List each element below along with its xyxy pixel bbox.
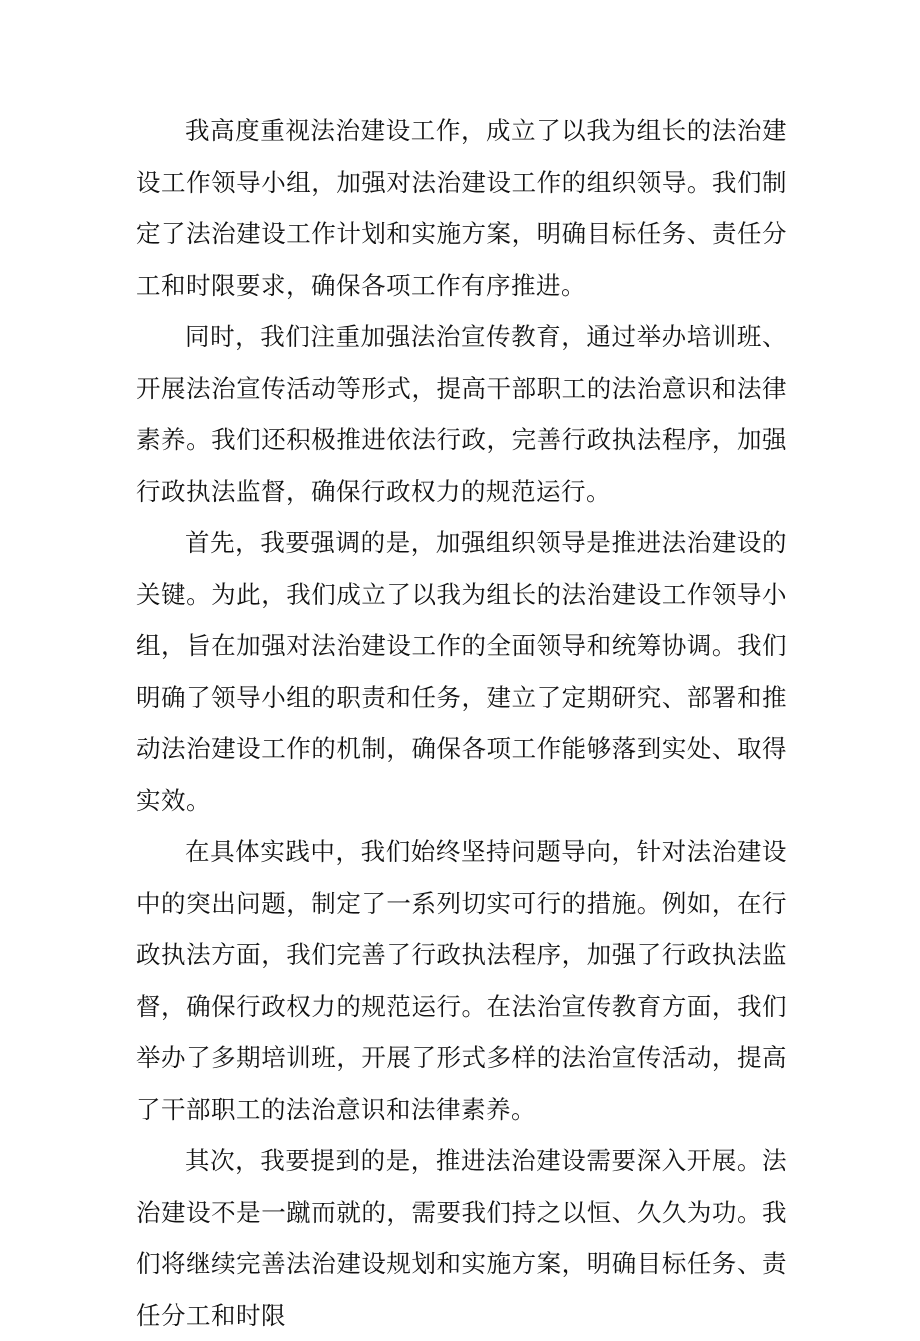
paragraph-2: 同时，我们注重加强法治宣传教育，通过举办培训班、开展法治宣传活动等形式，提高干部职工的法治意识和法律素养。我们还积极推进依法行政，完善行政执法程序，加强行政执法监督，确保行政权力的规范运行。 — [136, 322, 787, 506]
document-body — [136, 105, 787, 1341]
paragraph-5: 其次，我要提到的是，推进法治建设需要深入开展。法治建设不是一蹴而就的，需要我们持之以恒、久久为功。我们将继续完善法治建设规划和实施方案，明确目标任务、责任分工和时限 — [136, 1146, 787, 1330]
paragraph-3: 首先，我要强调的是，加强组织领导是推进法治建设的关键。为此，我们成立了以我为组长的法治建设工作领导小组，旨在加强对法治建设工作的全面领导和统筹协调。我们明确了领导小组的职责和任务，建立了定期研究、部署和推动法治建设工作的机制，确保各项工作能够落到实处、取得实效。 — [136, 528, 787, 815]
paragraph-4: 在具体实践中，我们始终坚持问题导向，针对法治建设中的突出问题，制定了一系列切实可行的措施。例如，在行政执法方面，我们完善了行政执法程序，加强了行政执法监督，确保行政权力的规范运行。在法治宣传教育方面，我们举办了多期培训班，开展了形式多样的法治宣传活动，提高了干部职工的法治意识和法律素养。 — [136, 837, 787, 1124]
paragraph-1: 我高度重视法治建设工作，成立了以我为组长的法治建设工作领导小组，加强对法治建设工作的组织领导。我们制定了法治建设工作计划和实施方案，明确目标任务、责任分工和时限要求，确保各项工作有序推进。 — [136, 116, 787, 300]
